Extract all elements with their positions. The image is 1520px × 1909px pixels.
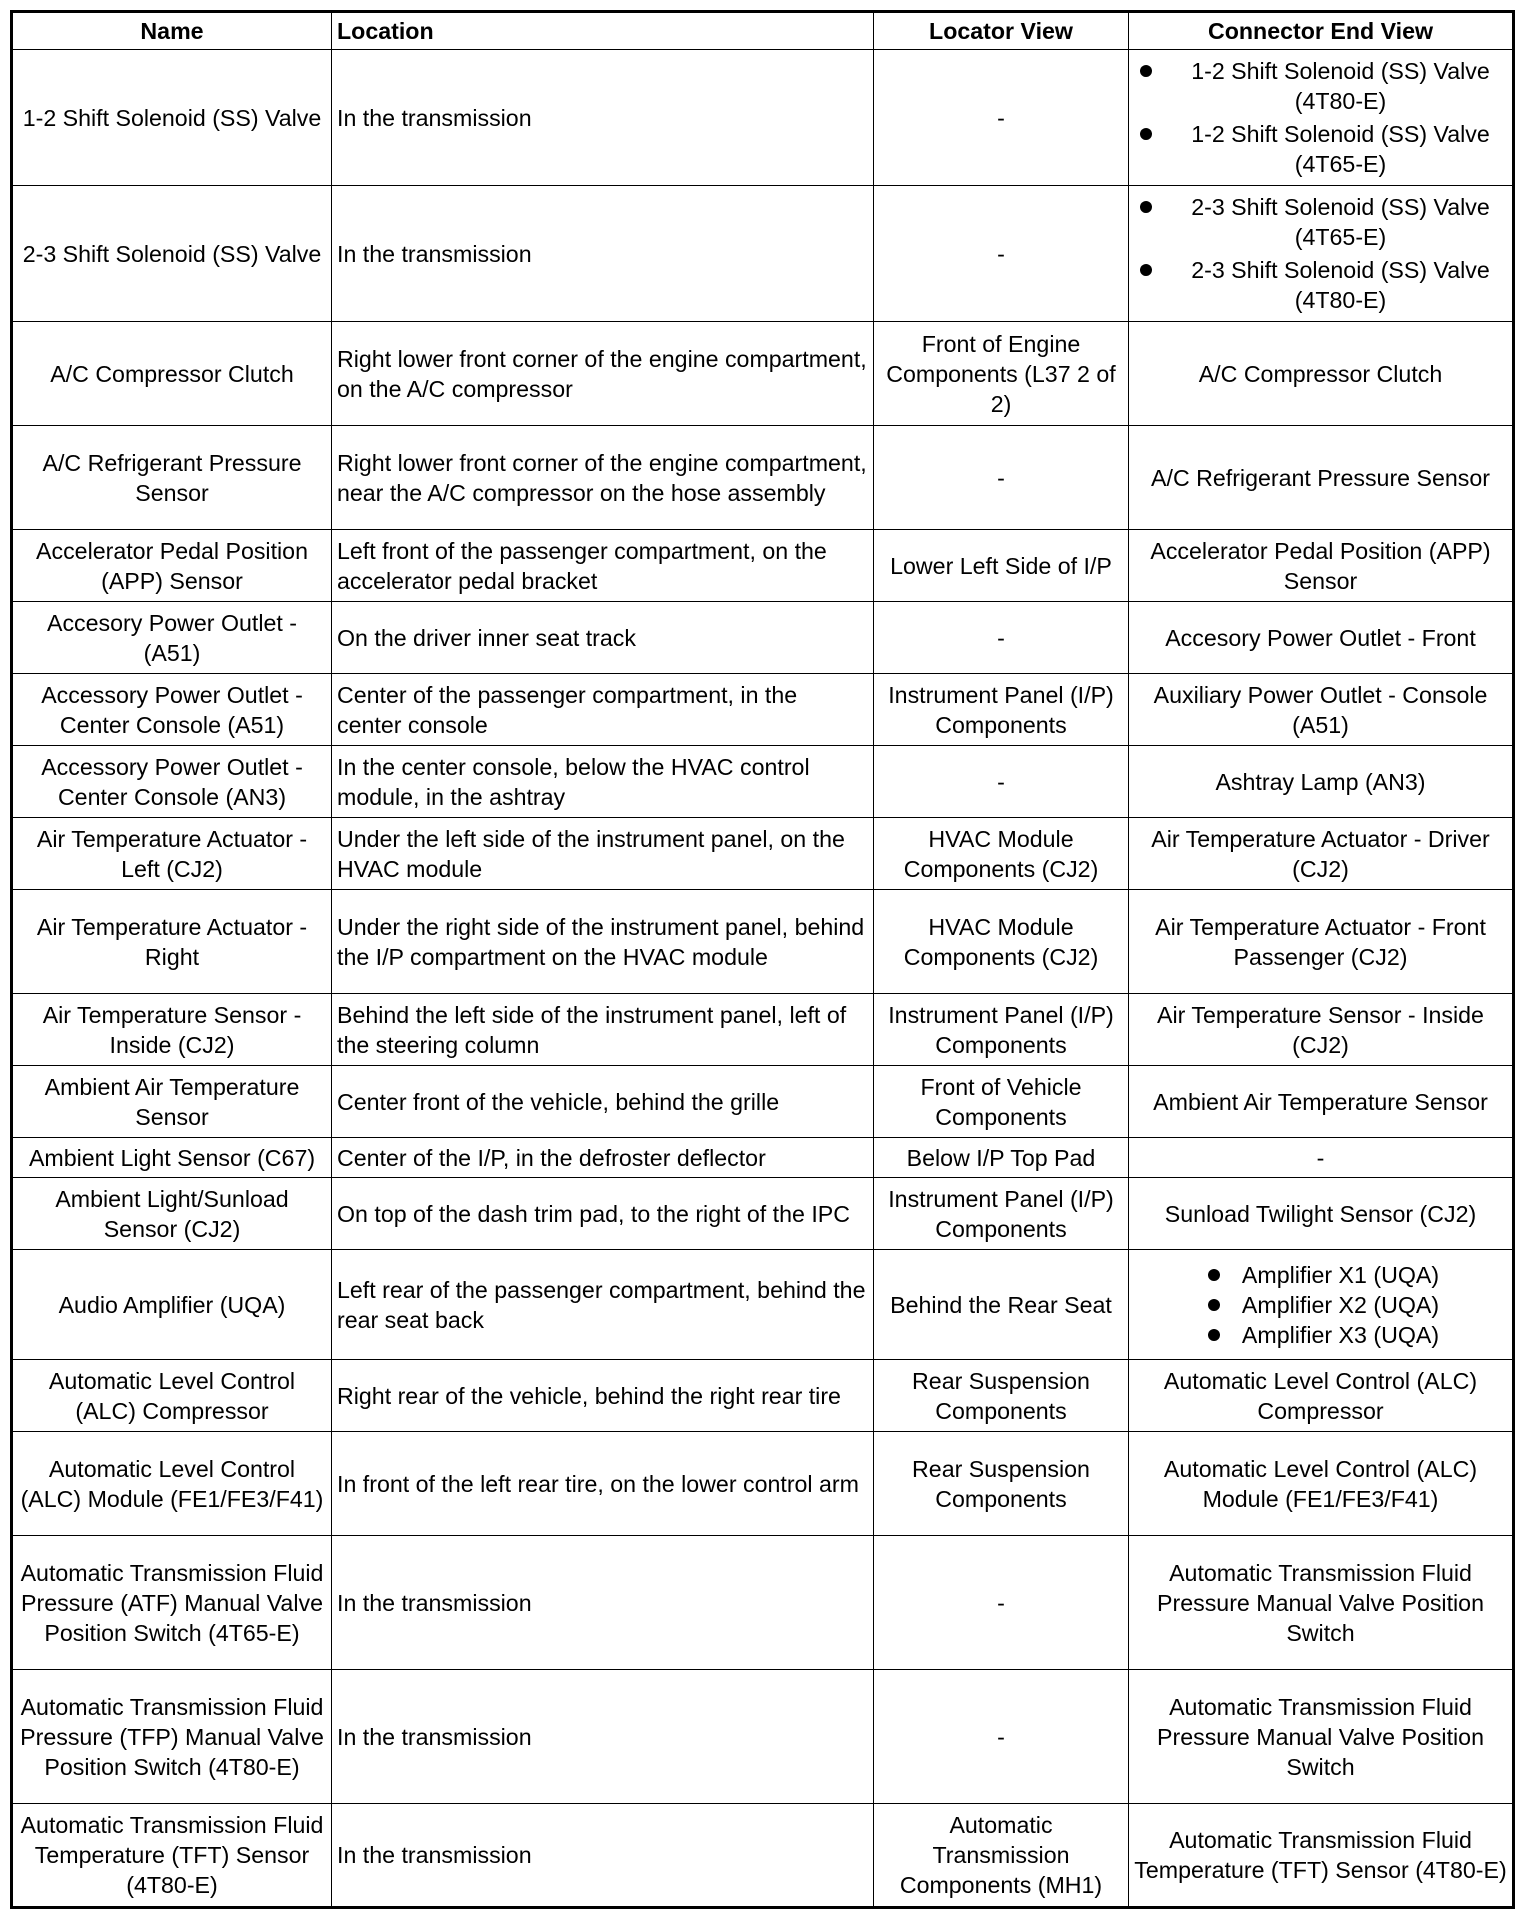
cell-name: Air Temperature Actuator - Left (CJ2) bbox=[12, 818, 332, 890]
cell-location: Right rear of the vehicle, behind the right rear tire bbox=[332, 1360, 874, 1432]
cell-connector-end-view: Automatic Transmission Fluid Pressure Manual Valve Position Switch bbox=[1129, 1670, 1514, 1804]
connector-list-item: 2-3 Shift Solenoid (SS) Valve (4T80-E) bbox=[1134, 255, 1507, 315]
cell-locator-view: - bbox=[874, 50, 1129, 186]
cell-location: In the transmission bbox=[332, 50, 874, 186]
table-header-row bbox=[12, 12, 1514, 50]
table-row bbox=[12, 1536, 1514, 1670]
cell-locator-view: HVAC Module Components (CJ2) bbox=[874, 818, 1129, 890]
cell-locator-view: - bbox=[874, 602, 1129, 674]
cell-connector-end-view: Automatic Transmission Fluid Pressure Manual Valve Position Switch bbox=[1129, 1536, 1514, 1670]
cell-name: Accelerator Pedal Position (APP) Sensor bbox=[12, 530, 332, 602]
cell-name: Automatic Transmission Fluid Pressure (TFP) Manual Valve Position Switch (4T80-E) bbox=[12, 1670, 332, 1804]
cell-location: In the transmission bbox=[332, 1536, 874, 1670]
cell-connector-end-view: Accelerator Pedal Position (APP) Sensor bbox=[1129, 530, 1514, 602]
cell-name: A/C Refrigerant Pressure Sensor bbox=[12, 426, 332, 530]
cell-locator-view: Automatic Transmission Components (MH1) bbox=[874, 1804, 1129, 1908]
cell-connector-end-view: Auxiliary Power Outlet - Console (A51) bbox=[1129, 674, 1514, 746]
cell-name: Automatic Transmission Fluid Temperature (TFT) Sensor (4T80-E) bbox=[12, 1804, 332, 1908]
header-connector-end-view: Connector End View bbox=[1129, 12, 1514, 50]
cell-connector-end-view: Ambient Air Temperature Sensor bbox=[1129, 1066, 1514, 1138]
cell-name: A/C Compressor Clutch bbox=[12, 322, 332, 426]
connector-list bbox=[1202, 1260, 1439, 1350]
cell-location: In the transmission bbox=[332, 1670, 874, 1804]
cell-name: Audio Amplifier (UQA) bbox=[12, 1250, 332, 1360]
cell-location: Left rear of the passenger compartment, behind the rear seat back bbox=[332, 1250, 874, 1360]
cell-location: On top of the dash trim pad, to the right of the IPC bbox=[332, 1178, 874, 1250]
connector-list-item: Amplifier X3 (UQA) bbox=[1202, 1320, 1439, 1350]
cell-locator-view: Front of Engine Components (L37 2 of 2) bbox=[874, 322, 1129, 426]
cell-connector-end-view: Automatic Transmission Fluid Temperature (TFT) Sensor (4T80-E) bbox=[1129, 1804, 1514, 1908]
header-locator-view: Locator View bbox=[874, 12, 1129, 50]
table-row bbox=[12, 1066, 1514, 1138]
cell-location: In the center console, below the HVAC control module, in the ashtray bbox=[332, 746, 874, 818]
cell-location: Under the right side of the instrument panel, behind the I/P compartment on the HVAC module bbox=[332, 890, 874, 994]
cell-locator-view: - bbox=[874, 426, 1129, 530]
connector-list-item: Amplifier X1 (UQA) bbox=[1202, 1260, 1439, 1290]
cell-connector-end-view: Air Temperature Sensor - Inside (CJ2) bbox=[1129, 994, 1514, 1066]
cell-location: In front of the left rear tire, on the lower control arm bbox=[332, 1432, 874, 1536]
table-row bbox=[12, 1804, 1514, 1908]
cell-locator-view: Rear Suspension Components bbox=[874, 1360, 1129, 1432]
cell-connector-end-view bbox=[1129, 186, 1514, 322]
header-name: Name bbox=[12, 12, 332, 50]
cell-location: In the transmission bbox=[332, 186, 874, 322]
connector-list-item: 2-3 Shift Solenoid (SS) Valve (4T65-E) bbox=[1134, 192, 1507, 252]
cell-locator-view: Below I/P Top Pad bbox=[874, 1138, 1129, 1178]
table-row bbox=[12, 186, 1514, 322]
cell-connector-end-view bbox=[1129, 50, 1514, 186]
cell-location: In the transmission bbox=[332, 1804, 874, 1908]
cell-name: Air Temperature Actuator - Right bbox=[12, 890, 332, 994]
cell-locator-view: - bbox=[874, 746, 1129, 818]
cell-name: Accessory Power Outlet - Center Console (AN3) bbox=[12, 746, 332, 818]
table-row bbox=[12, 1178, 1514, 1250]
cell-connector-end-view: Accesory Power Outlet - Front bbox=[1129, 602, 1514, 674]
table-row bbox=[12, 50, 1514, 186]
cell-connector-end-view: Automatic Level Control (ALC) Module (FE1/FE3/F41) bbox=[1129, 1432, 1514, 1536]
cell-locator-view: Instrument Panel (I/P) Components bbox=[874, 674, 1129, 746]
header-location: Location bbox=[332, 12, 874, 50]
cell-name: Accesory Power Outlet - (A51) bbox=[12, 602, 332, 674]
connector-list-item: 1-2 Shift Solenoid (SS) Valve (4T65-E) bbox=[1134, 119, 1507, 179]
cell-connector-end-view: Automatic Level Control (ALC) Compressor bbox=[1129, 1360, 1514, 1432]
table-row bbox=[12, 426, 1514, 530]
cell-locator-view: - bbox=[874, 186, 1129, 322]
cell-connector-end-view: - bbox=[1129, 1138, 1514, 1178]
table-row bbox=[12, 322, 1514, 426]
table-row bbox=[12, 674, 1514, 746]
cell-location: Center of the I/P, in the defroster deflector bbox=[332, 1138, 874, 1178]
cell-name: Automatic Transmission Fluid Pressure (ATF) Manual Valve Position Switch (4T65-E) bbox=[12, 1536, 332, 1670]
connector-list bbox=[1134, 56, 1507, 179]
cell-locator-view: Lower Left Side of I/P bbox=[874, 530, 1129, 602]
cell-locator-view: HVAC Module Components (CJ2) bbox=[874, 890, 1129, 994]
cell-name: Accessory Power Outlet - Center Console (A51) bbox=[12, 674, 332, 746]
cell-name: Automatic Level Control (ALC) Compressor bbox=[12, 1360, 332, 1432]
cell-locator-view: Instrument Panel (I/P) Components bbox=[874, 994, 1129, 1066]
cell-locator-view: Instrument Panel (I/P) Components bbox=[874, 1178, 1129, 1250]
cell-name: Automatic Level Control (ALC) Module (FE1/FE3/F41) bbox=[12, 1432, 332, 1536]
connector-list-item: 1-2 Shift Solenoid (SS) Valve (4T80-E) bbox=[1134, 56, 1507, 116]
connector-list-item: Amplifier X2 (UQA) bbox=[1202, 1290, 1439, 1320]
connector-list bbox=[1134, 192, 1507, 315]
table-row bbox=[12, 1360, 1514, 1432]
table-row bbox=[12, 994, 1514, 1066]
cell-location: Center of the passenger compartment, in the center console bbox=[332, 674, 874, 746]
table-row bbox=[12, 746, 1514, 818]
cell-connector-end-view: A/C Compressor Clutch bbox=[1129, 322, 1514, 426]
cell-connector-end-view bbox=[1129, 1250, 1514, 1360]
table-row bbox=[12, 602, 1514, 674]
table-row bbox=[12, 530, 1514, 602]
table-row bbox=[12, 1138, 1514, 1178]
cell-locator-view: Front of Vehicle Components bbox=[874, 1066, 1129, 1138]
cell-name: 2-3 Shift Solenoid (SS) Valve bbox=[12, 186, 332, 322]
cell-locator-view: - bbox=[874, 1536, 1129, 1670]
table-row bbox=[12, 1250, 1514, 1360]
cell-connector-end-view: Air Temperature Actuator - Front Passenger (CJ2) bbox=[1129, 890, 1514, 994]
cell-location: Right lower front corner of the engine compartment, near the A/C compressor on the hose assembly bbox=[332, 426, 874, 530]
cell-location: Right lower front corner of the engine compartment, on the A/C compressor bbox=[332, 322, 874, 426]
cell-location: Center front of the vehicle, behind the grille bbox=[332, 1066, 874, 1138]
cell-location: Under the left side of the instrument panel, on the HVAC module bbox=[332, 818, 874, 890]
cell-locator-view: - bbox=[874, 1670, 1129, 1804]
cell-connector-end-view: Air Temperature Actuator - Driver (CJ2) bbox=[1129, 818, 1514, 890]
cell-locator-view: Behind the Rear Seat bbox=[874, 1250, 1129, 1360]
cell-connector-end-view: Ashtray Lamp (AN3) bbox=[1129, 746, 1514, 818]
cell-connector-end-view: Sunload Twilight Sensor (CJ2) bbox=[1129, 1178, 1514, 1250]
cell-name: Ambient Light Sensor (C67) bbox=[12, 1138, 332, 1178]
cell-location: Left front of the passenger compartment, on the accelerator pedal bracket bbox=[332, 530, 874, 602]
cell-name: Ambient Light/Sunload Sensor (CJ2) bbox=[12, 1178, 332, 1250]
cell-name: Ambient Air Temperature Sensor bbox=[12, 1066, 332, 1138]
cell-connector-end-view: A/C Refrigerant Pressure Sensor bbox=[1129, 426, 1514, 530]
cell-name: 1-2 Shift Solenoid (SS) Valve bbox=[12, 50, 332, 186]
cell-name: Air Temperature Sensor - Inside (CJ2) bbox=[12, 994, 332, 1066]
table-row bbox=[12, 818, 1514, 890]
table-row bbox=[12, 1670, 1514, 1804]
table-row bbox=[12, 890, 1514, 994]
cell-location: On the driver inner seat track bbox=[332, 602, 874, 674]
cell-location: Behind the left side of the instrument panel, left of the steering column bbox=[332, 994, 874, 1066]
component-locator-table bbox=[10, 10, 1515, 1909]
table-body bbox=[12, 50, 1514, 1908]
table-row bbox=[12, 1432, 1514, 1536]
cell-locator-view: Rear Suspension Components bbox=[874, 1432, 1129, 1536]
